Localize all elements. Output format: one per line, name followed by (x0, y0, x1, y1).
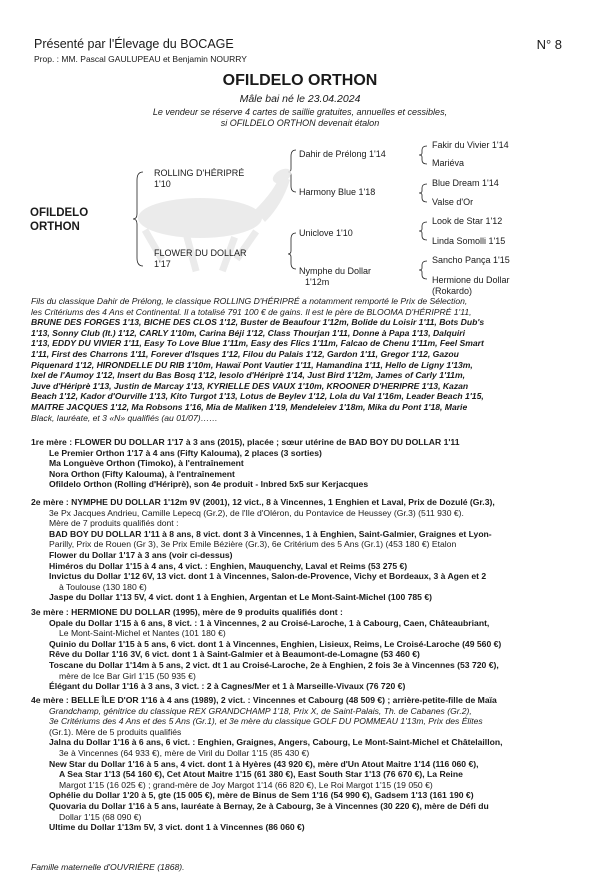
produce-item: New Star du Dollar 1'16 à 5 ans, 4 vict. dont 1 à Hyères (43 920 €), mère d'Un Atout Maitre 1'14 (116 060 €), (49, 758, 479, 769)
produce-item-cont: mère de Ice Bar Girl 1'15 (50 935 €) (59, 670, 196, 681)
second-dam-detail: 3e Px Jacques Andrieu, Camille Lepecq (Gr.2), de l'Ile d'Oléron, du Pontavice de Heussey (Gr.3) (511 930 €). (49, 507, 464, 518)
pedigree-ds: Uniclove 1'10 (299, 228, 353, 238)
sire-paragraph-line: Ixel de l'Aumoy 1'12, Insert du Bas Bosq 1'12, Iesolo d'Hériprè 1'14, Just Bird 1'12m, James of Carly 1'11m, (31, 370, 465, 381)
fourth-dam-detail: (Gr.1). Mère de 5 produits qualifiés (49, 726, 182, 737)
produce-item: Flower du Dollar 1'17 à 3 ans (voir ci-dessus) (49, 549, 233, 560)
produce-item: Élégant du Dollar 1'16 à 3 ans, 3 vict. : 2 à Cagnes/Mer et 1 à Marseille-Vivaux (76 720 €) (49, 681, 406, 692)
bracket-dd (419, 261, 427, 279)
owners: Prop. : MM. Pascal GAULUPEAU et Benjamin NOURRY (34, 54, 247, 64)
sire-paragraph-line: 1'13, EDDY DU VIVIER 1'11, Easy To Love Blue 1'11m, Easy des Flics 1'11m, Falcao de Chenu 1'11m, Feel Smart (31, 338, 484, 349)
fourth-dam-section (31, 695, 571, 833)
produce-item: Le Premier Orthon 1'17 à 4 ans (Fifty Kalouma), 2 places (3 sorties) (49, 447, 322, 458)
produce-item-cont: à Toulouse (130 180 €) (59, 581, 147, 592)
sire-paragraph (31, 296, 570, 423)
horse-name: OFILDELO ORTHON (222, 72, 378, 89)
produce-item: Jaspe du Dollar 1'13 5V, 4 vict. dont 1 à Enghien, Argentan et Le Mont-Saint-Michel (100 785 €) (49, 592, 432, 603)
produce-item-cont: Parilly, Prix de Rouen (Gr 3), 3e Prix Emile Bézière (Gr.3), 6e Critérium des 5 Ans (Gr.1) (453 180 €) Etalon (49, 539, 457, 550)
second-dam-heading: 2e mère : NYMPHE DU DOLLAR 1'12m 9V (2001), 12 vict., 8 à Vincennes, 1 Enghien et Laval, Prix de Dozulé (Gr.3), (31, 497, 495, 507)
produce-item: Jalna du Dollar 1'16 à 6 ans, 6 vict. : Enghien, Graignes, Angers, Cabourg, Le Mont-Saint-Michel et Châtelaillon, (49, 737, 503, 748)
fourth-dam-heading: 4e mère : BELLE ÎLE D'OR 1'16 à 4 ans (1989), 2 vict. : Vincennes et Cabourg (48 509 €) ; arrière-petite-fille de Maïa (31, 695, 497, 705)
pedigree-subject (30, 206, 88, 234)
produce-item: Quovaria du Dollar 1'16 à 5 ans, lauréate à Bernay, 2e à Cabourg, 3e à Vincennes (30 220 €), mère de Défi du (49, 800, 489, 811)
produce-item: Ofildelo Orthon (Rolling d'Hériprè), son 4e produit - Inbred 5x5 sur Kerjacques (49, 479, 369, 490)
produce-item: Quinio du Dollar 1'15 à 5 ans, 6 vict. dont 1 à Vincennes, Enghien, Lisieux, Reims, Le Croisé-Laroche (49 560 €) (49, 638, 502, 649)
pedigree-sdd: Valse d'Or (432, 197, 474, 207)
pedigree-dd (299, 266, 371, 288)
sire-paragraph-line: Beach 1'12, Kador d'Ourville 1'13, Kito Turgot 1'13, Lotus de Beylev 1'12, Lola du Val 1'16m, Leader Beach 1'15, (31, 391, 484, 402)
dd-name: Nymphe du Dollar (299, 266, 372, 276)
first-dam-section (31, 437, 571, 490)
bracket-dam (288, 233, 296, 269)
maternal-family: Famille maternelle d'OUVRIÈRE (1868). (31, 862, 185, 872)
pedigree-dam (154, 248, 247, 270)
dam-name: FLOWER DU DOLLAR (154, 248, 247, 258)
sire-paragraph-line: Black, lauréate, et 3 «N» qualifiés (au 01/07)…… (31, 412, 218, 423)
produce-item-cont: Dollar 1'15 (68 090 €) (59, 811, 142, 822)
sire-paragraph-line: 1'13, Sonny Club (It.) 1'12, CARLY 1'10m, Carina Béji 1'12, Class Thourjan 1'11, Donne à Papa 1'13, Dalquiri (31, 327, 465, 338)
pedigree-sd: Harmony Blue 1'18 (299, 187, 376, 197)
dam-record: 1'17 (154, 259, 171, 269)
pedigree-ssd: Mariéva (432, 158, 465, 168)
ddd-name: Hermione du Dollar (432, 275, 510, 285)
sire-name: ROLLING D'HÉRIPRÉ (154, 168, 245, 178)
first-dam-heading: 1re mère : FLOWER DU DOLLAR 1'17 à 3 ans (2015), placée ; sœur utérine de BAD BOY DU DOLLAR 1'11 (31, 437, 460, 447)
pedigree-sds: Blue Dream 1'14 (432, 178, 499, 188)
produce-item: Opale du Dollar 1'15 à 6 ans, 8 vict. : 1 à Vincennes, 2 au Croisé-Laroche, 1 à Cabourg, Caen, Châteaubriant, (49, 617, 490, 628)
produce-item-cont: Margot 1'15 (16 025 €) ; grand-mère de Joy Margot 1'14 (66 820 €), Le Roi Margot 1'15 (19 050 €) (59, 779, 433, 790)
pedigree-dds: Sancho Pança 1'15 (432, 255, 510, 265)
sire-paragraph-line: les Critériums des 4 Ans et Continental. Il a totalisé 791 100 € de gains. Il est le père de BLOOMA D'HÉRIPRÉ 1'11, (31, 306, 472, 317)
sire-paragraph-line: MAITRE JACQUES 1'12, Ma Robsons 1'16, Mia de Maliken 1'19, Mendeleiev 1'18m, Mika du Pont 1'18, Marie (31, 401, 468, 412)
horse-description: Mâle bai né le 23.04.2024 (239, 93, 361, 105)
lot-number: N° 8 (536, 37, 562, 52)
presenter: Présenté par l'Élevage du BOCAGE (34, 37, 234, 51)
pedigree-subject-line-1: OFILDELO (30, 207, 89, 219)
produce-item: Rêve du Dollar 1'16 3V, 6 vict. dont 1 à Saint-Galmier et à Beaumont-de-Lomagne (53 460 €) (49, 649, 420, 660)
produce-item: Ophélie du Dollar 1'20 à 5, gte (15 005 €), mère de Binus de Sem 1'16 (54 990 €), Gadsem 1'13 (161 190 €) (49, 790, 474, 801)
pedigree-ddd (432, 275, 510, 297)
notice-line-2: si OFILDELO ORTHON devenait étalon (220, 118, 380, 128)
third-dam-heading: 3e mère : HERMIONE DU DOLLAR (1995), mère de 9 produits qualifiés dont : (31, 607, 343, 617)
produce-item-cont: A Sea Star 1'13 (54 160 €), Cet Atout Maitre 1'15 (61 380 €), East South Star 1'13 (76 670 €), La Reine (59, 769, 463, 780)
pedigree-ss: Dahir de Prélong 1'14 (299, 149, 386, 159)
bracket-sd (419, 184, 427, 202)
fourth-dam-detail: Grandchamp, génitrice du classique REX GRANDCHAMP 1'18, Prix X, de Saint-Palais, Th. de Cabanes (Gr.2), (49, 705, 472, 716)
dd-record: 1'12m (305, 277, 330, 287)
sire-paragraph-line: Juve d'Hériprè 1'13, Justin de Marcay 1'13, KYRIELLE DES VAUX 1'10m, KROONER D'HERIPRE 1'13, Kazan (31, 380, 469, 391)
bracket-ss (419, 146, 427, 164)
bracket-ds (419, 222, 427, 240)
produce-item: BAD BOY DU DOLLAR 1'11 à 8 ans, 8 vict. dont 3 à Vincennes, 1 à Enghien, Saint-Galmier, Graignes et Lyon- (49, 528, 492, 539)
pedigree-dsd: Linda Somolli 1'15 (432, 236, 506, 246)
produce-item: Himéros du Dollar 1'15 à 4 ans, 4 vict. : Enghien, Mauquenchy, Laval et Reims (53 275 €) (49, 560, 408, 571)
second-dam-section (31, 497, 571, 603)
second-dam-detail: Mère de 7 produits qualifiés dont : (49, 518, 179, 529)
pedigree-sss: Fakir du Vivier 1'14 (432, 140, 509, 150)
pedigree-sire (154, 168, 244, 190)
pedigree-subject-line-2: ORTHON (30, 221, 80, 233)
sire-paragraph-line: Fils du classique Dahir de Prélong, le classique ROLLING D'HÉRIPRÉ a notamment remporté le Prix de Sélection, (31, 296, 468, 306)
sire-record: 1'10 (154, 179, 171, 189)
sire-paragraph-line: Piquenard 1'12, HIRONDELLE DU RIB 1'10m, Hawaï Pont Vautier 1'11, Hamandina 1'11, Hello de Ligny 1'13m, (31, 359, 473, 370)
notice-line-1: Le vendeur se réserve 4 cartes de saillie gratuites, annuelles et cessibles, (152, 107, 448, 117)
ddd-sire: (Rokardo) (432, 286, 473, 296)
fourth-dam-detail: 3e Critériums des 4 Ans et des 5 Ans (Gr.1), et 3e mère du classique GOLF DU POMMEAU 1'13m, Prix des Élites (49, 716, 483, 727)
produce-item: Nora Orthon (Fifty Kalouma), à l'entraînement (49, 468, 235, 479)
produce-item-cont: Le Mont-Saint-Michel et Nantes (101 180 €) (59, 628, 226, 639)
third-dam-section (31, 607, 571, 692)
pedigree-dss: Look de Star 1'12 (432, 216, 503, 226)
produce-item: Ma Longuève Orthon (Timoko), à l'entraînement (49, 458, 244, 469)
sire-paragraph-line: 1'11, First des Charrons 1'11, Forever d'Isques 1'12, Filou du Palais 1'12, Gardon 1'11, Gregor 1'12, Gazou (31, 348, 459, 359)
produce-item: Toscane du Dollar 1'14m à 5 ans, 2 vict. dt 1 au Croisé-Laroche, 2e à Enghien, 2 fois 3e à Vincennes (53 720 €), (49, 659, 499, 670)
sire-paragraph-line: BRUNE DES FORGES 1'13, BICHE DES CLOS 1'12, Buster de Beaufour 1'12m, Bolide du Loisir 1'11, Bots Dub's (31, 317, 485, 328)
produce-item: Ultime du Dollar 1'13m 5V, 3 vict. dont 1 à Vincennes (86 060 €) (49, 822, 305, 833)
produce-item: Invictus du Dollar 1'12 6V, 13 vict. dont 1 à Vincennes, Salon-de-Provence, Vichy et Bordeaux, 3 à Agen et 2 (49, 571, 487, 582)
produce-item-cont: 3e à Vincennes (64 933 €), mère de Viril du Dollar 1'15 (85 430 €) (59, 747, 310, 758)
